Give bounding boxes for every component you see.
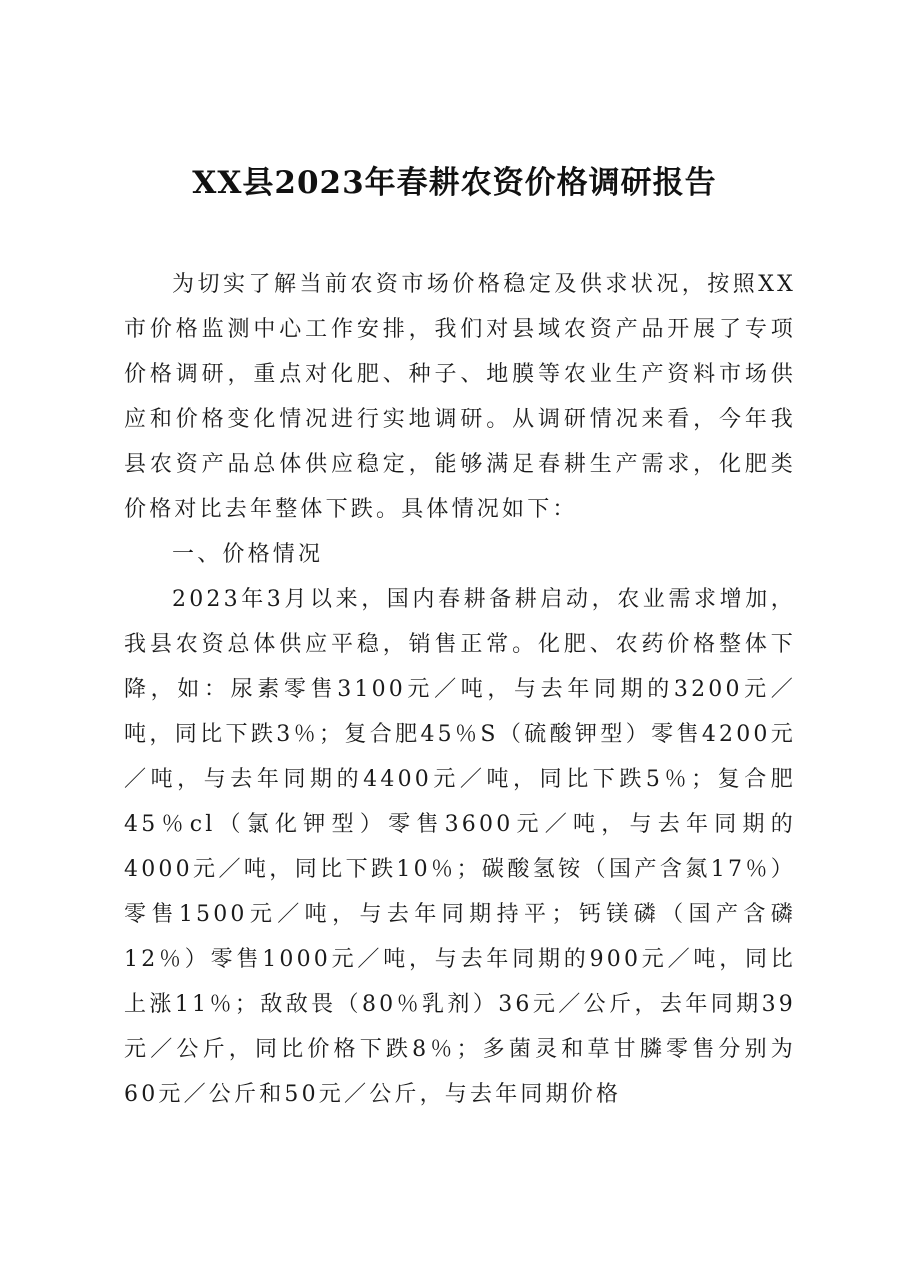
intro-paragraph: 为切实了解当前农资市场价格稳定及供求状况，按照XX市价格监测中心工作安排，我们对县域农资产品开展了专项价格调研，重点对化肥、种子、地膜等农业生产资料市场供应和价格变化情况进行实地调研。从调研情况来看，今年我县农资产品总体供应稳定，能够满足春耕生产需求，化肥类价格对比去年整体下跌。具体情况如下：	[124, 272, 796, 522]
price-paragraph: 2023年3月以来，国内春耕备耕启动，农业需求增加，我县农资总体供应平稳，销售正常。化肥、农药价格整体下降，如：尿素零售3100元／吨，与去年同期的3200元／吨，同比下跌3％；复合肥45％S（硫酸钾型）零售4200元／吨，与去年同期的4400元／吨，同比下跌5％；复合肥45％cl（氯化钾型）零售3600元／吨，与去年同期的4000元／吨，同比下跌10％；碳酸氢铵（国产含氮17％）零售1500元／吨，与去年同期持平；钙镁磷（国产含磷12％）零售1000元／吨，与去年同期的900元／吨，同比上涨11％；敌敌畏（80％乳剂）36元／公斤，去年同期39元／公斤，同比价格下跌8％；多菌灵和草甘膦零售分别为60元／公斤和50元／公斤，与去年同期价格	[124, 587, 796, 1107]
section-heading-price: 一、价格情况	[172, 542, 324, 567]
document-title: XX县2023年春耕农资价格调研报告	[192, 165, 717, 201]
document-body	[124, 262, 796, 1117]
